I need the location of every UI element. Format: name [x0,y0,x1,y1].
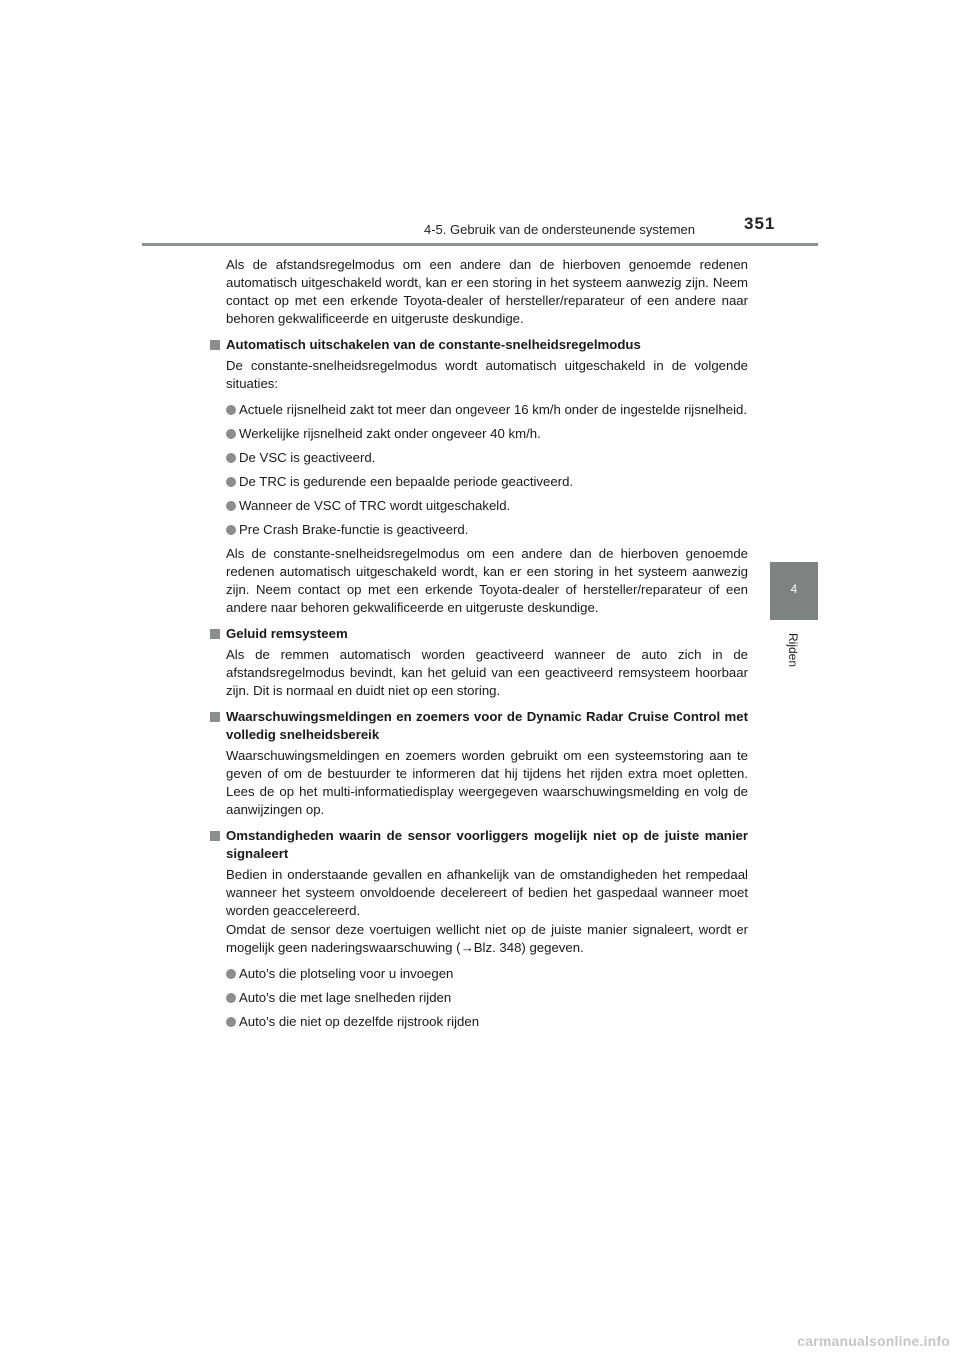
auto-off-paragraph: De constante-snelheidsregelmodus wordt automatisch uitgeschakeld in de volgende situaties: [226,358,748,391]
chapter-tab [770,562,818,620]
list-item: Actuele rijsnelheid zakt tot meer dan ongeveer 16 km/h onder de ingestelde rijsnelheid. [226,401,748,419]
section-heading-warnings: Waarschuwingsmeldingen en zoemers voor de Dynamic Radar Cruise Control met volledig snelheidsbereik [208,708,748,744]
circle-bullet-icon [226,993,236,1003]
list-item: Auto's die met lage snelheden rijden [226,989,748,1007]
circle-bullet-icon [226,525,236,535]
circle-bullet-icon [226,969,236,979]
page-number: 351 [744,214,776,233]
list-item: Pre Crash Brake-functie is geactiveerd. [226,521,748,539]
square-bullet-icon [210,831,220,841]
circle-bullet-icon [226,477,236,487]
page-content [208,256,748,1037]
running-header-section: 4-5. Gebruik van de ondersteunende systemen [424,222,696,237]
warnings-paragraph: Waarschuwingsmeldingen en zoemers worden gebruikt om een systeemstoring aan te geven of om de bestuurder te informeren dat hij tijdens het rijden extra moet opletten. Lees de op het multi-informatiedisplay weergegeven waarschuwingsmelding en volg de aanwijzingen op. [226,748,748,817]
list-item: De VSC is geactiveerd. [226,449,748,467]
circle-bullet-icon [226,405,236,415]
circle-bullet-icon [226,429,236,439]
list-item: Auto's die niet op dezelfde rijstrook rijden [226,1013,748,1031]
sensor-paragraph-2: Omdat de sensor deze voertuigen wellicht niet op de juiste manier signaleert, wordt er mogelijk geen naderingswaarschuwing (→Blz. 348) gegeven. [226,922,748,955]
square-bullet-icon [210,712,220,722]
list-item: Werkelijke rijsnelheid zakt onder ongeveer 40 km/h. [226,425,748,443]
chapter-label-text: Rijden [786,632,800,668]
list-item: Auto's die plotseling voor u invoegen [226,965,748,983]
circle-bullet-icon [226,453,236,463]
brake-sound-paragraph: Als de remmen automatisch worden geactiveerd wanneer de auto zich in de afstandsregelmodus bevindt, kan het geluid van een geactiveerd remsysteem hoorbaar zijn. Dit is normaal en duidt niet op een storing. [226,647,748,698]
chapter-label [784,630,802,670]
header-divider [142,243,818,246]
sensor-paragraph-1: Bedien in onderstaande gevallen en afhankelijk van de omstandigheden het rempedaal wanneer het systeem onvoldoende decelereert of bedien het gaspedaal wanneer moet worden geaccelereerd. [226,867,748,918]
square-bullet-icon [210,340,220,350]
intro-paragraph: Als de afstandsregelmodus om een andere dan de hierboven genoemde redenen automatisch uitgeschakeld wordt, kan er een storing in het systeem aanwezig zijn. Neem contact op met een erkende Toyota-dealer of hersteller/reparateur of een andere naar behoren gekwalificeerde en uitgeruste deskundige. [226,257,748,326]
auto-off-note-paragraph: Als de constante-snelheidsregelmodus om een andere dan de hierboven genoemde redenen automatisch uitgeschakeld wordt, kan er een storing in het systeem aanwezig zijn. Neem contact op met een erkende Toyota-dealer of hersteller/reparateur of een andere naar behoren gekwalificeerde en uitgeruste deskundige. [226,546,748,615]
section-heading-sensor: Omstandigheden waarin de sensor voorliggers mogelijk niet op de juiste manier signaleert [208,827,748,863]
watermark: carmanualsonline.info [797,1333,950,1349]
list-item: De TRC is gedurende een bepaalde periode geactiveerd. [226,473,748,491]
section-heading-auto-off: Automatisch uitschakelen van de constante-snelheidsregelmodus [208,336,748,354]
circle-bullet-icon [226,1017,236,1027]
section-heading-brake-sound: Geluid remsysteem [208,625,748,643]
circle-bullet-icon [226,501,236,511]
chapter-number: 4 [790,582,798,596]
square-bullet-icon [210,629,220,639]
list-item: Wanneer de VSC of TRC wordt uitgeschakeld. [226,497,748,515]
